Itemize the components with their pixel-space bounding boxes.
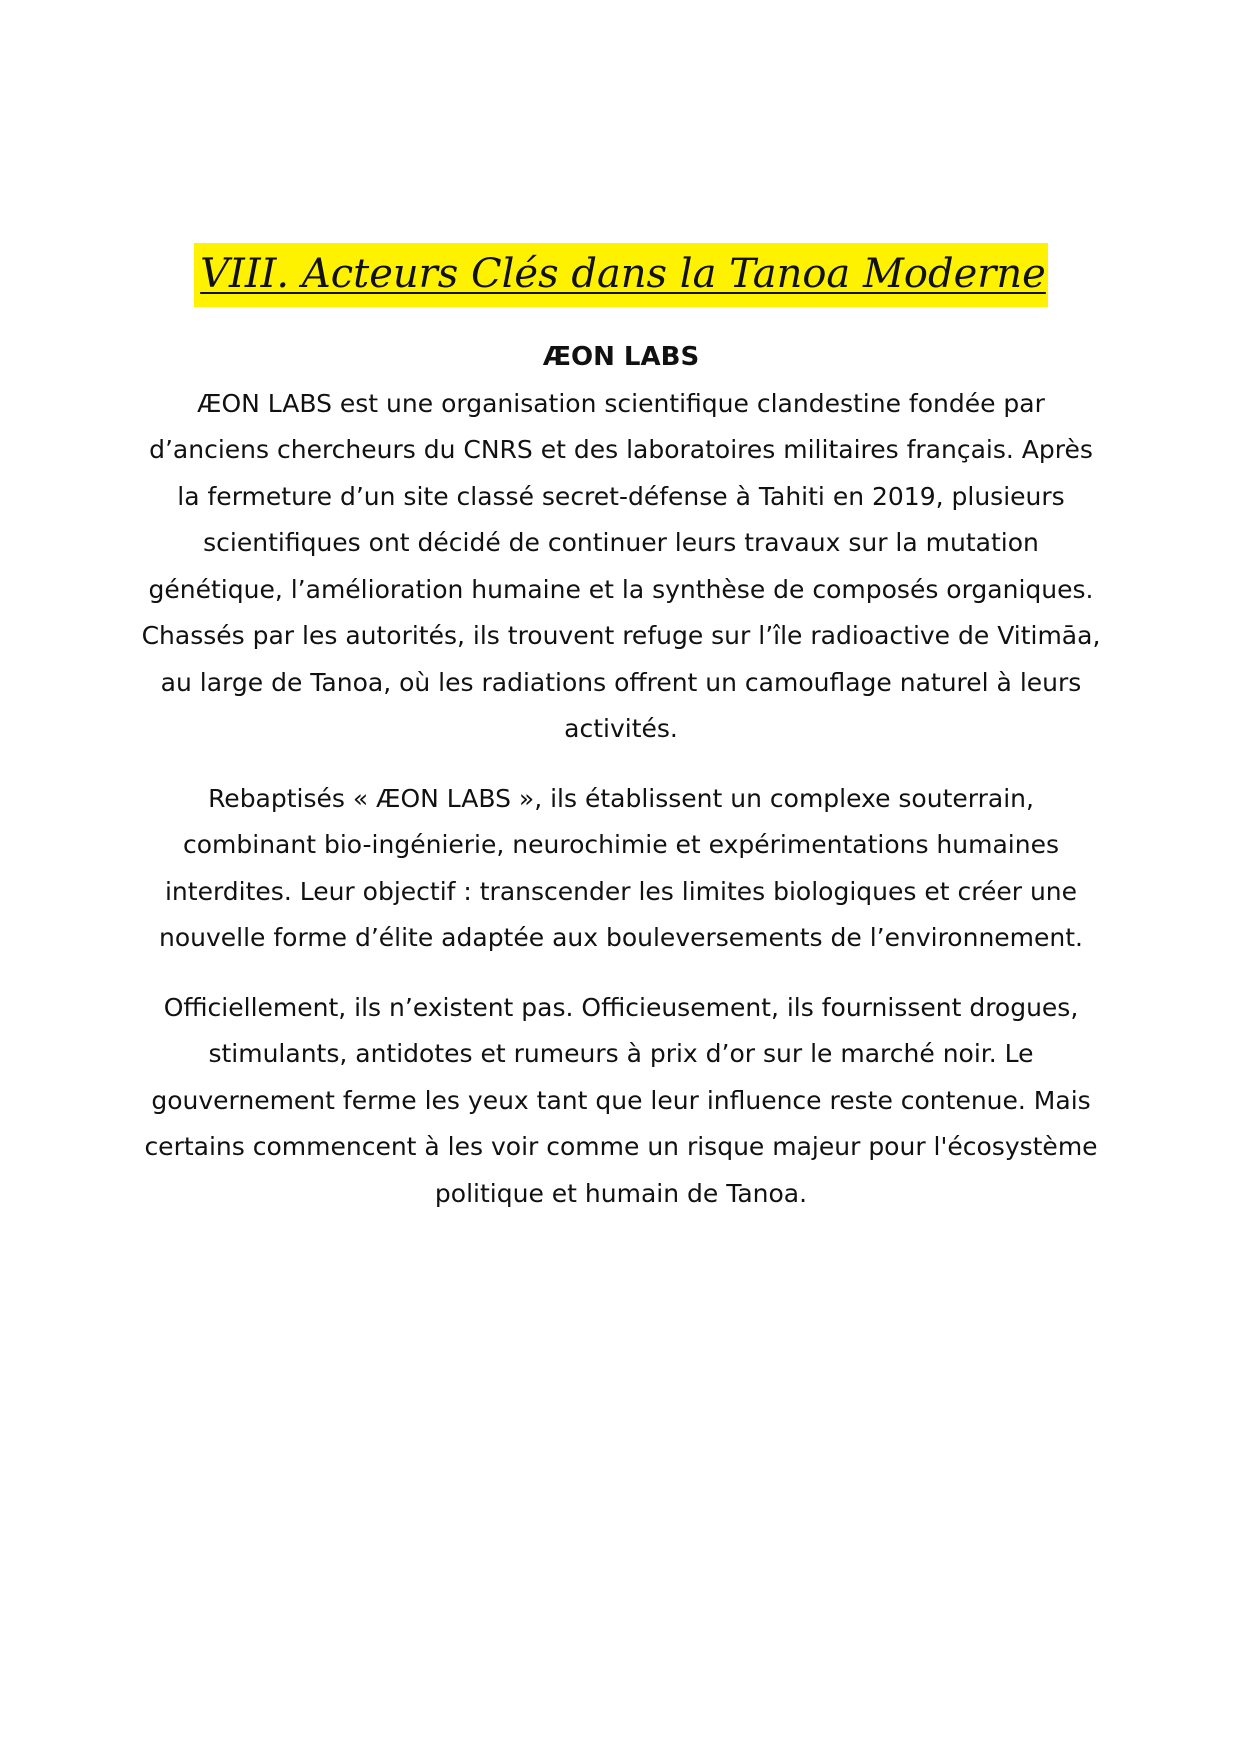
- paragraph-1: ÆON LABS est une organisation scientifique clandestine fondée par d’anciens chercheurs du CNRS et des laboratoires militaires français. Après la fermeture d’un site classé secret-défense à Tahiti en 2019, plusieurs scientifiques ont décidé de continuer leurs travaux sur la mutation génétique, l’amélioration humaine et la synthèse de composés organiques. Chassés par les autorités, ils trouvent refuge sur l’île radioactive de Vitimāa, au large de Tanoa, où les radiations offrent un camouflage naturel à leurs activités.: [141, 388, 1101, 743]
- title-container: [0, 243, 1242, 307]
- page-title: VIII. Acteurs Clés dans la Tanoa Moderne: [194, 243, 1048, 307]
- document-body: [140, 334, 1102, 1217]
- paragraph-3: Officiellement, ils n’existent pas. Officieusement, ils fournissent drogues, stimulants, antidotes et rumeurs à prix d’or sur le marché noir. Le gouvernement ferme les yeux tant que leur influence reste contenue. Mais certains commencent à les voir comme un risque majeur pour l'écosystème politique et humain de Tanoa.: [144, 992, 1098, 1208]
- paragraph-2: Rebaptisés « ÆON LABS », ils établissent un complexe souterrain, combinant bio-ingénierie, neurochimie et expérimentations humaines interdites. Leur objectif : transcender les limites biologiques et créer une nouvelle forme d’élite adaptée aux bouleversements de l’environnement.: [158, 783, 1084, 952]
- section-heading: ÆON LABS: [542, 342, 700, 372]
